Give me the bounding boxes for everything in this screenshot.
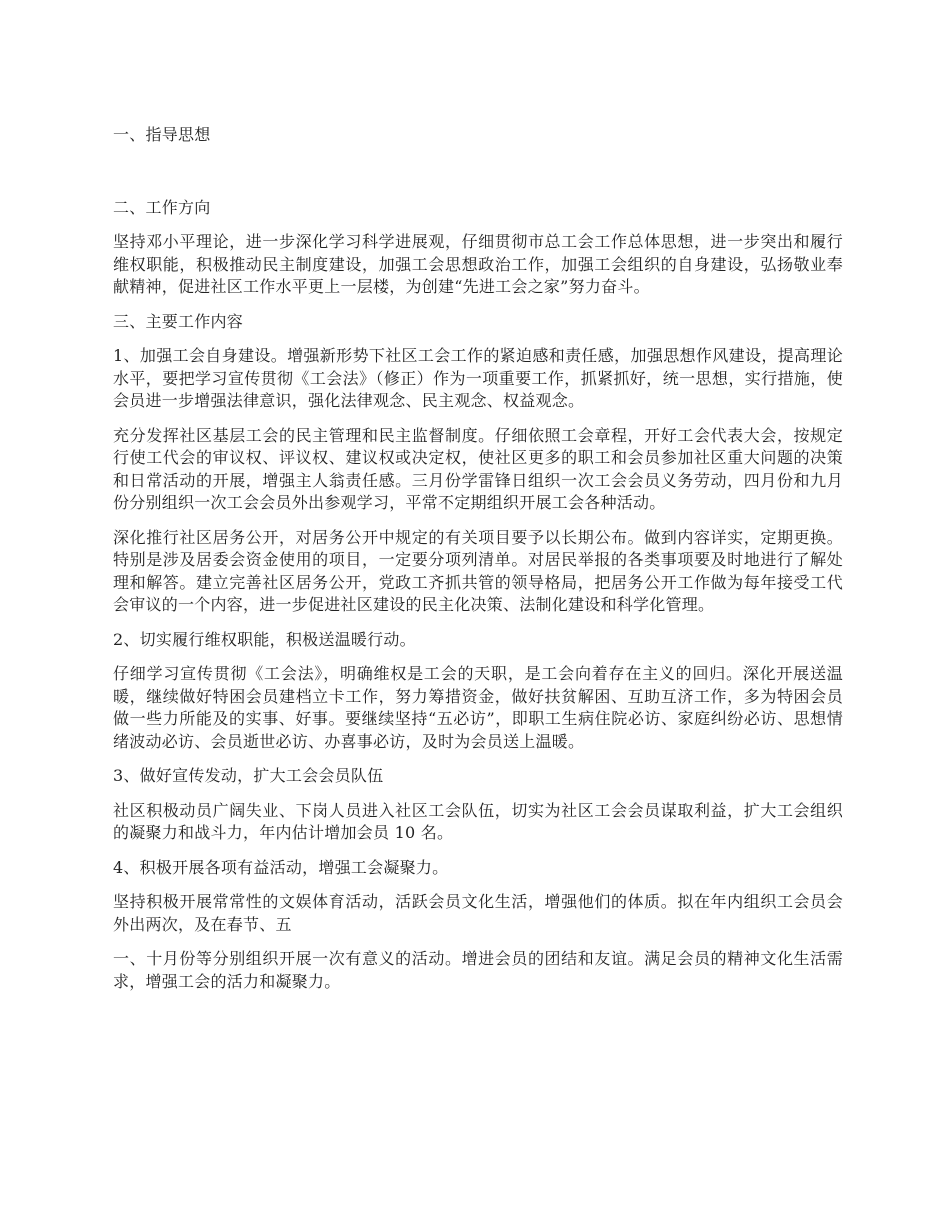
subheading-item-4: 4、积极开展各项有益活动，增强工会凝聚力。 [113, 857, 449, 877]
paragraph-work-direction: 坚持邓小平理论，进一步深化学习科学进展观，仔细贯彻市总工会工作总体思想，进一步突出和履行维权职能，积极推动民主制度建设，加强工会思想政治工作，加强工会组织的自身建设，弘扬敬业奉献精神，促进社区工作水平更上一层楼，为创建“先进工会之家”努力奋斗。 [113, 232, 843, 296]
section-heading-guiding-thought: 一、指导思想 [113, 125, 211, 144]
paragraph-rights-protection: 仔细学习宣传贯彻《工会法》，明确维权是工会的天职，是工会向着存在主义的回归。深化开展送温暖，继续做好特困会员建档立卡工作，努力筹措资金，做好扶贫解困、互助互济工作，多为特困会员做一些力所能及的实事、好事。要继续坚持“五必访”，即职工生病住院必访、家庭纠纷必访、思想情绪波动必访、会员逝世必访、办喜事必访，及时为会员送上温暖。 [113, 664, 843, 751]
paragraph-item-1: 1、加强工会自身建设。增强新形势下社区工会工作的紧迫感和责任感，加强思想作风建设，提高理论水平，要把学习宣传贯彻《工会法》（修正）作为一项重要工作，抓紧抓好，统一思想，实行措施，使会员进一步增强法律意识，强化法律观念、民主观念、权益观念。 [113, 346, 843, 410]
subheading-item-3: 3、做好宣传发动，扩大工会会员队伍 [113, 766, 384, 785]
section-heading-main-work: 三、主要工作内容 [113, 311, 244, 331]
paragraph-activities: 坚持积极开展常常性的文娱体育活动，活跃会员文化生活，增强他们的体质。拟在年内组织工会员会外出两次，及在春节、五 [113, 892, 843, 934]
paragraph-democratic-management: 充分发挥社区基层工会的民主管理和民主监督制度。仔细依照工会章程，开好工会代表大会，按规定行使工代会的审议权、评议权、建议权或决定权，使社区更多的职工和会员参加社区重大问题的决策和日常活动的开展，增强主人翁责任感。三月份学雷锋日组织一次工会会员义务劳动，四月份和九月份分别组织一次工会会员外出参观学习，平常不定期组织开展工会各种活动。 [113, 425, 843, 512]
section-heading-work-direction: 二、工作方向 [113, 197, 211, 217]
paragraph-activities-continued: 一、十月份等分别组织开展一次有意义的活动。增进会员的团结和友谊。满足会员的精神文化生活需求，增强工会的活力和凝聚力。 [113, 949, 843, 991]
paragraph-membership: 社区积极动员广阔失业、下岗人员进入社区工会队伍，切实为社区工会会员谋取利益，扩大工会组织的凝聚力和战斗力，年内估计增加会员 10 名。 [113, 800, 843, 842]
subheading-item-2: 2、切实履行维权职能，积极送温暖行动。 [113, 629, 416, 649]
document-body [113, 124, 843, 1005]
paragraph-affairs-disclosure: 深化推行社区居务公开，对居务公开中规定的有关项目要予以长期公布。做到内容详实，定期更换。特别是涉及居委会资金使用的项目，一定要分项列清单。对居民举报的各类事项要及时地进行了解处理和解答。建立完善社区居务公开，党政工齐抓共管的领导格局，把居务公开工作做为每年接受工代会审议的一个内容，进一步促进社区建设的民主化决策、法制化建设和科学化管理。 [113, 527, 843, 614]
